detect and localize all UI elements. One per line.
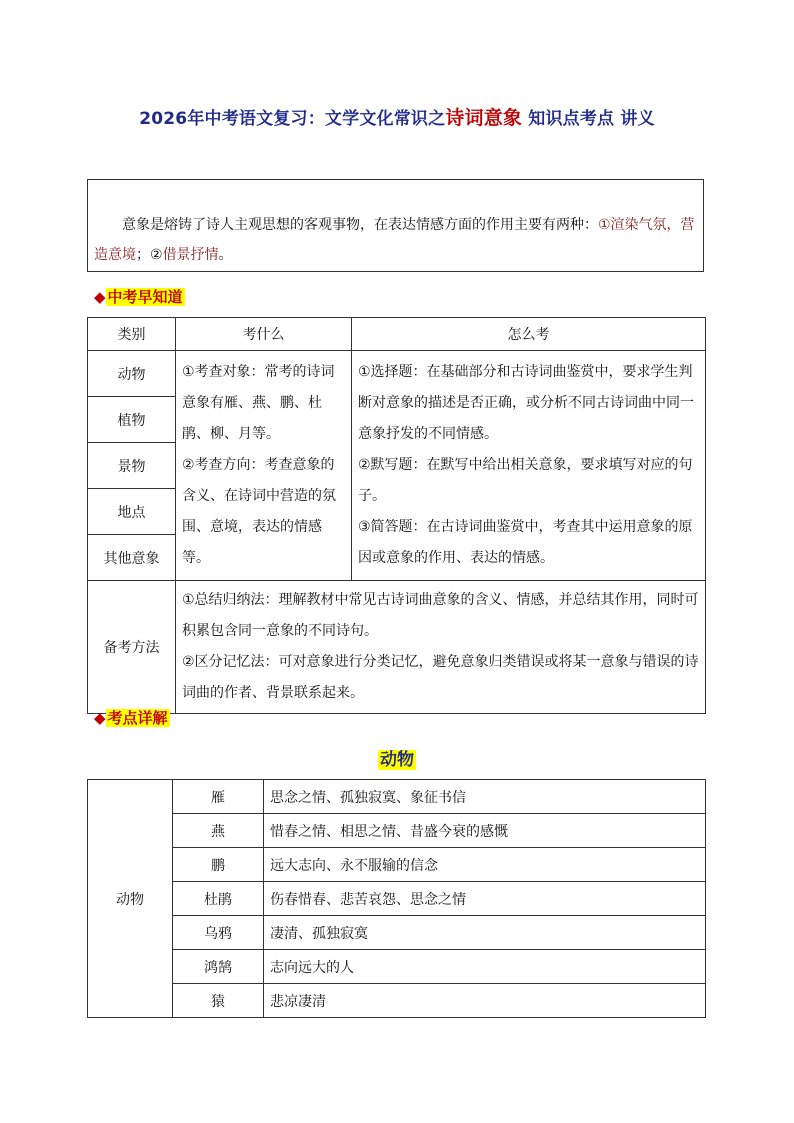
section-heading-preview: [94, 286, 185, 307]
what-item: ②考查方向：考查意象的含义、在诗词中营造的氛围、意境，表达的情感等。: [182, 457, 336, 566]
intro-text-2: ；②: [136, 247, 163, 263]
imagery-meaning: 悲凉凄清: [264, 984, 706, 1018]
category-cell: 动物: [88, 351, 176, 397]
imagery-meaning: 惜春之情、相思之情、昔盛今衰的感慨: [264, 814, 706, 848]
what-item: ①考查对象：常考的诗词意象有雁、燕、鹏、杜鹃、柳、月等。: [182, 364, 335, 442]
table-header-row: [88, 318, 706, 351]
table-row: [88, 581, 706, 714]
table-row: [88, 984, 706, 1018]
what-cell: [176, 351, 352, 581]
how-cell: [352, 351, 706, 581]
imagery-name: 鸿鹄: [173, 950, 264, 984]
category-cell: 景物: [88, 443, 176, 489]
imagery-name: 猿: [173, 984, 264, 1018]
intro-highlight-2: 借景抒情: [162, 247, 219, 263]
group-cell: 动物: [88, 780, 173, 1018]
imagery-meaning: 伤春惜春、悲苦哀怨、思念之情: [264, 882, 706, 916]
title-highlight: 诗词意象: [445, 107, 523, 129]
imagery-meaning: 远大志向、永不服输的信念: [264, 848, 706, 882]
exam-overview-table: [87, 317, 706, 714]
table-row: [88, 351, 706, 397]
section-label: 考点详解: [107, 709, 168, 727]
title-part1: 2026年中考语文复习：文学文化常识之: [139, 109, 446, 129]
method-label-cell: 备考方法: [88, 581, 176, 714]
table-row: [88, 814, 706, 848]
imagery-name: 杜鹃: [173, 882, 264, 916]
title-part2: 知识点考点 讲义: [522, 109, 655, 129]
imagery-meaning: 凄清、孤独寂寞: [264, 916, 706, 950]
how-item: ②默写题：在默写中给出相关意象，要求填写对应的句子。: [358, 457, 693, 504]
method-item: ①总结归纳法：理解教材中常见古诗词曲意象的含义、情感，并总结其作用，同时可积累包含同一意象的不同诗句。: [182, 592, 699, 639]
method-cell: [176, 581, 706, 714]
header-how: 怎么考: [352, 318, 706, 351]
section-heading-detail: [94, 707, 170, 728]
imagery-meaning: 志向远大的人: [264, 950, 706, 984]
diamond-icon: ◆: [94, 288, 106, 306]
header-category: 类别: [88, 318, 176, 351]
table-row: [88, 916, 706, 950]
table-row: [88, 882, 706, 916]
imagery-meaning: 思念之情、孤独寂寞、象征书信: [264, 780, 706, 814]
category-cell: 植物: [88, 397, 176, 443]
category-cell: 其他意象: [88, 535, 176, 581]
subsection-title: [0, 745, 794, 770]
imagery-name: 乌鸦: [173, 916, 264, 950]
imagery-name: 燕: [173, 814, 264, 848]
intro-text-3: 。: [218, 247, 233, 263]
diamond-icon: ◆: [94, 709, 106, 727]
how-item: ①选择题：在基础部分和古诗词曲鉴赏中，要求学生判断对意象的描述是否正确，或分析不同古诗词曲中同一意象抒发的不同情感。: [358, 364, 694, 442]
page-title: [0, 103, 794, 130]
table-row: [88, 950, 706, 984]
how-item: ③简答题：在古诗词曲鉴赏中，考查其中运用意象的原因或意象的作用、表达的情感。: [358, 519, 693, 566]
intro-paragraph: [94, 210, 697, 270]
table-row: [88, 780, 706, 814]
category-cell: 地点: [88, 489, 176, 535]
intro-box: [87, 179, 704, 272]
imagery-name: 鹏: [173, 848, 264, 882]
header-what: 考什么: [176, 318, 352, 351]
method-item: ②区分记忆法：可对意象进行分类记忆，避免意象归类错误或将某一意象与错误的诗词曲的作者、背景联系起来。: [182, 654, 699, 701]
animal-imagery-table: [87, 779, 706, 1018]
intro-text-1: 意象是熔铸了诗人主观思想的客观事物，在表达情感方面的作用主要有两种：: [122, 217, 598, 233]
section-label: 中考早知道: [107, 288, 183, 306]
subsection-title-text: 动物: [380, 750, 414, 770]
intro-highlight-1: ①渲染气氛，营造意境: [94, 217, 695, 263]
imagery-name: 雁: [173, 780, 264, 814]
table-row: [88, 848, 706, 882]
